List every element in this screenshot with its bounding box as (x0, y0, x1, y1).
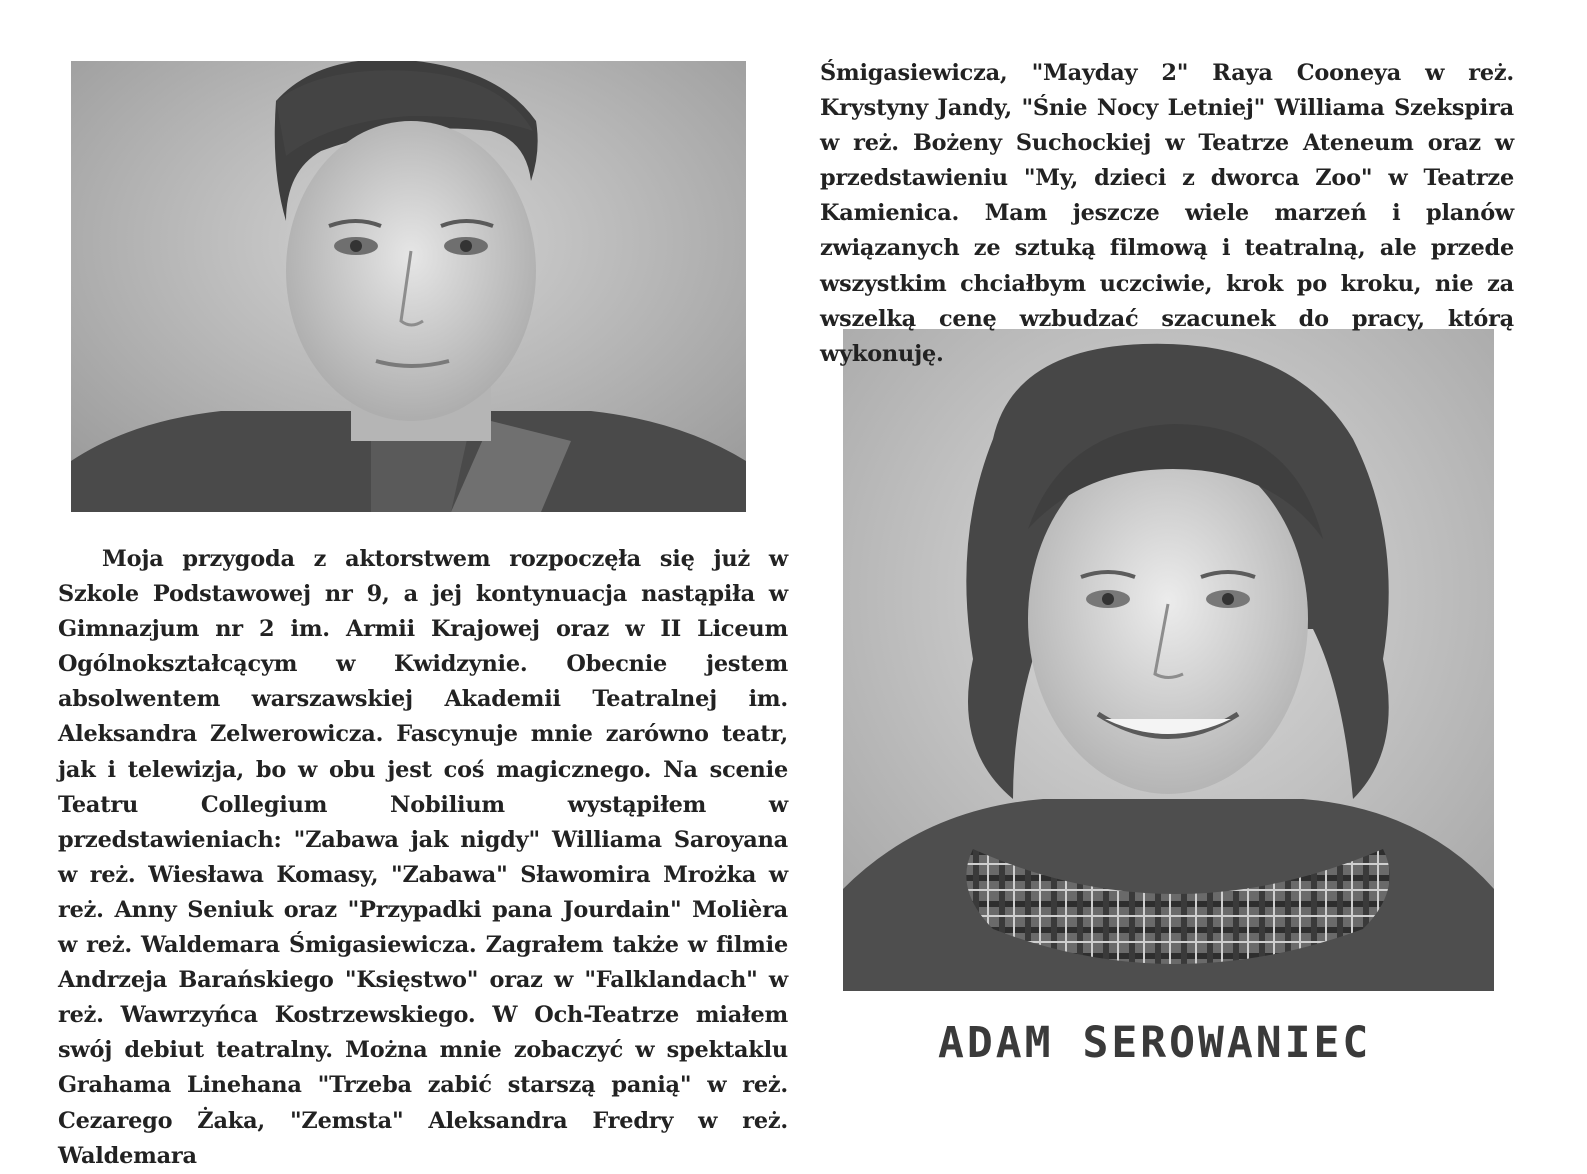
portrait-photo-smiling-image (843, 329, 1494, 991)
portrait-photo-serious (71, 61, 746, 512)
biography-text-part-1: Moja przygoda z aktorstwem rozpoczęła się już w Szkole Podstawowej nr 9, a jej kontynuacja nastąpiła w Gimnazjum nr 2 im. Armii Krajowej oraz w II Liceum Ogólnokształcącym w Kwidzynie. Obecnie jestem absolwentem warszawskiej Akademii Teatralnej im. Aleksandra Zelwerowicza. Fascynuje mnie zarówno teatr, jak i telewizja, bo w obu jest coś magicznego. Na scenie Teatru Collegium Nobilium wystąpiłem w przedstawieniach: "Zabawa jak nigdy" Williama Saroyana w reż. Wiesława Komasy, "Zabawa" Sławomira Mrożka w reż. Anny Seniuk oraz "Przypadki pana Jourdain" Molièra w reż. Waldemara Śmigasiewicza. Zagrałem także w filmie Andrzeja Barańskiego "Księstwo" oraz w "Falklandach" w reż. Wawrzyńca Kostrzewskiego. W Och-Teatrze miałem swój debiut teatralny. Można mnie zobaczyć w spektaklu Grahama Linehana "Trzeba zabić starszą panią" w reż. Cezarego Żaka, "Zemsta" Aleksandra Fredry w reż. Waldemara (58, 546, 788, 1169)
biography-text-part-2: Śmigasiewicza, "Mayday 2" Raya Cooneya w reż. Krystyny Jandy, "Śnie Nocy Letniej" Williama Szekspira w reż. Bożeny Suchockiej w Teatrze Ateneum oraz w przedstawieniu "My, dzieci z dworca Zoo" w Teatrze Kamienica. Mam jeszcze wiele marzeń i planów związanych ze sztuką filmową i teatralną, ale przede wszystkim chciałbym uczciwie, krok po kroku, nie za wszelką cenę wzbudzać szacunek do pracy, którą wykonuję. (820, 60, 1514, 367)
portrait-photo-smiling (843, 329, 1494, 991)
actor-name: ADAM SEROWANIEC (938, 1018, 1372, 1068)
portrait-photo-serious-image (71, 61, 746, 512)
